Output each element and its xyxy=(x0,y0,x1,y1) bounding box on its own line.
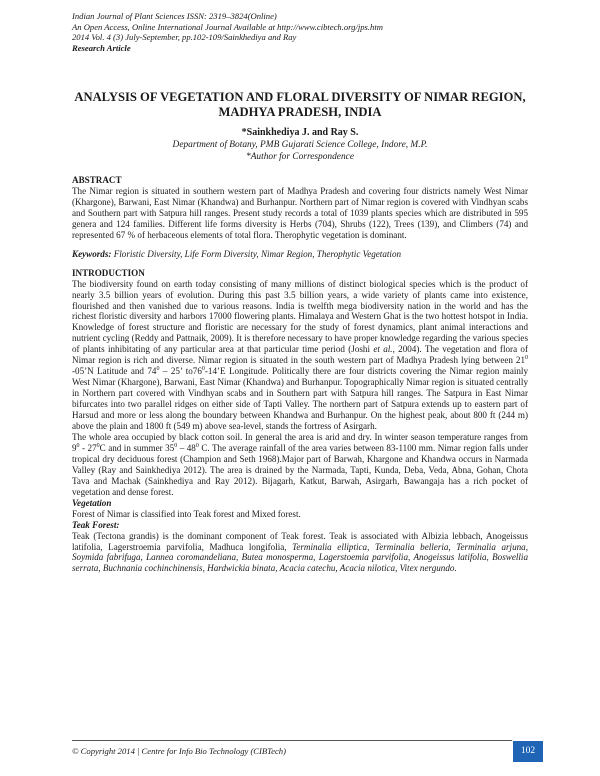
teak-text-part: Teak (Tectona grandis) is the dominant component of Teak forest. Teak is associated with Albizia lebbach, Anogeissus latifolia, Lagerstroemia parvifolia, Madhuca longifolia, xyxy=(72,530,528,552)
degree-superscript: 0 xyxy=(174,442,178,449)
intro-text-part: – 48 xyxy=(177,442,196,453)
footer-copyright: © Copyright 2014 | Centre for Info Bio Technology (CIBTech) xyxy=(72,746,286,756)
intro-text-part: -05’N Latitude and 74 xyxy=(72,366,157,377)
author-affiliation xyxy=(60,140,540,164)
journal-header xyxy=(72,11,532,53)
degree-superscript: 0 xyxy=(201,366,205,373)
vegetation-text: Forest of Nimar is classified into Teak forest and Mixed forest. xyxy=(72,508,301,519)
abstract-text: The Nimar region is situated in southern western part of Madhya Pradesh and covering four districts namely West Nimar (Khargone), Barwani, East Nimar (Khandwa) and Burhanpur. Northern part of Nimar region is covered with Vindhyan scabs and Southern part with Satpura hill ranges. Present study records a total of 1039 plants species which are distributed in 595 genera and 124 families. Different life forms diversity is Herbs (704), Shrubs (122), Trees (139), and Climbers (74) and represented 67 % of herbaceous elements of total flora. Therophytic vegetation is dominant. xyxy=(72,185,528,240)
journal-access-line: An Open Access, Online International Journal Available at http://www.cibtech.org/jps.htm xyxy=(72,21,383,32)
introduction-heading: INTRODUCTION xyxy=(72,267,145,278)
paper-body xyxy=(72,175,528,574)
vegetation-heading: Vegetation xyxy=(72,497,112,508)
degree-superscript: 0 xyxy=(195,442,199,449)
degree-superscript: 0 xyxy=(156,366,160,373)
article-type: Research Article xyxy=(72,42,131,53)
page-number-badge: 102 xyxy=(513,741,543,762)
teak-forest-heading: Teak Forest: xyxy=(72,519,120,530)
teak-forest-text xyxy=(72,531,528,575)
correspondence-note: *Author for Correspondence xyxy=(246,151,354,162)
introduction-paragraph-2 xyxy=(72,432,528,498)
intro-etal: et al. xyxy=(373,344,393,355)
intro-text-part: The biodiversity found on earth today consisting of many millions of distinct biological species which is the product of nearly 3.5 billion years of evolution. During this past 3.5 billion years, a wide variety of plants came into existence, flourished and then vanished due to various reasons. India is twelfth mega biodiversity nation in the world and has the richest floristic diversity and harbors 17000 flowering plants. Himalaya and Western Ghat is the two hottest hotspot in India. Knowledge of forest structure and floristic are necessary for the study of forest dynamics, plant animal interactions and nutrient cycling (Reddy and Pattnaik, 2009). It is therefore necessary to have proper knowledge regarding the various species of plants inhibitating of any particular area at that particular time period (Joshi xyxy=(72,278,528,355)
intro-text-part: - 27 xyxy=(79,442,97,453)
intro-text-part: , 2004). The vegetation and flora of Nimar region is rich and diverse. Nimar region is situated in the south western part of Madhya Pradesh lying between 21 xyxy=(72,344,529,366)
intro-text-part: -14’E Longitude. Politically there are four districts covering the Nimar region mainly West Nimar (Khargone), Barwani, East Nimar (Khandwa) and Burhanpur. Topographically Nimar region is situated centrally in Northern part covered with Vindhyan scabs and in Southern part with Satpura hill ranges. The Satpura in East Nimar bifurcates into two parallel ridges on either side of Tapti Valley. The northern part of Satpura extends up to eastern part of Harsud and more or less along the boundary between Khandwa and Burhanpur. On the highest peak, about 800 ft (244 m) above the plain and 1800 ft (549 m) above sea-level, stands the fortress of Asirgarh. xyxy=(72,366,529,432)
journal-volume-line: 2014 Vol. 4 (3) July-September, pp.102-109/Sainkhediya and Ray xyxy=(72,32,297,43)
degree-superscript: 0 xyxy=(525,355,528,362)
journal-issn-line: Indian Journal of Plant Sciences ISSN: 2319–3824(Online) xyxy=(72,11,277,21)
footer-divider xyxy=(72,740,512,741)
introduction-paragraph-1 xyxy=(72,279,528,432)
keywords-label: Keywords: xyxy=(72,248,112,259)
paper-authors: *Sainkhediya J. and Ray S. xyxy=(241,127,359,138)
intro-text-part: C and in summer 35 xyxy=(99,442,175,453)
intro-text-part: C. The average rainfall of the area varies between 83-1100 mm. Nimar region falls under tropical dry deciduous forest (Champion and Seth 1968).Major part of Barwah, Khargone and Khandwa occurs in Narmada Valley (Ray and Sainkhediya 2012). The area is drained by the Narmada, Tapti, Kunda, Deba, Veda, Abna, Gohan, Chota Tava and Machak (Sainkhediya and Ray 2012). Bijagarh, Katkut, Barwah, Asirgarh, Bawangaja has a rich pocket of vegetation and dense forest. xyxy=(72,442,528,497)
degree-superscript: 0 xyxy=(96,442,100,449)
intro-text-part: The whole area occupied by black cotton soil. In general the area is arid and dry. In winter season temperature ranges from 9 xyxy=(72,431,528,453)
keywords-text: Floristic Diversity, Life Form Diversity, Nimar Region, Therophytic Vegetation xyxy=(113,248,402,259)
keywords-line xyxy=(72,249,528,260)
degree-superscript: 0 xyxy=(76,442,80,449)
affiliation-text: Department of Botany, PMB Gujarati Science College, Indore, M.P. xyxy=(172,140,428,150)
intro-text-part: – 25’ to76 xyxy=(159,366,202,377)
teak-species-list: Terminalia elliptica, Terminalia belleria, Terminalia arjuna, Soymida fabrifuga, Lannea coromandeliana, Butea monosperma, Lagerstoemia parvifolia, Anogeissus latifolia, Boswellia serrata, Buchnania cochinchinensis, Hardwickia binata, Acacia catechu, Acacia nilotica, Vitex nergundo. xyxy=(72,541,528,574)
abstract-heading: ABSTRACT xyxy=(72,175,122,185)
paper-title: ANALYSIS OF VEGETATION AND FLORAL DIVERSITY OF NIMAR REGION, MADHYA PRADESH, INDIA xyxy=(74,90,526,119)
